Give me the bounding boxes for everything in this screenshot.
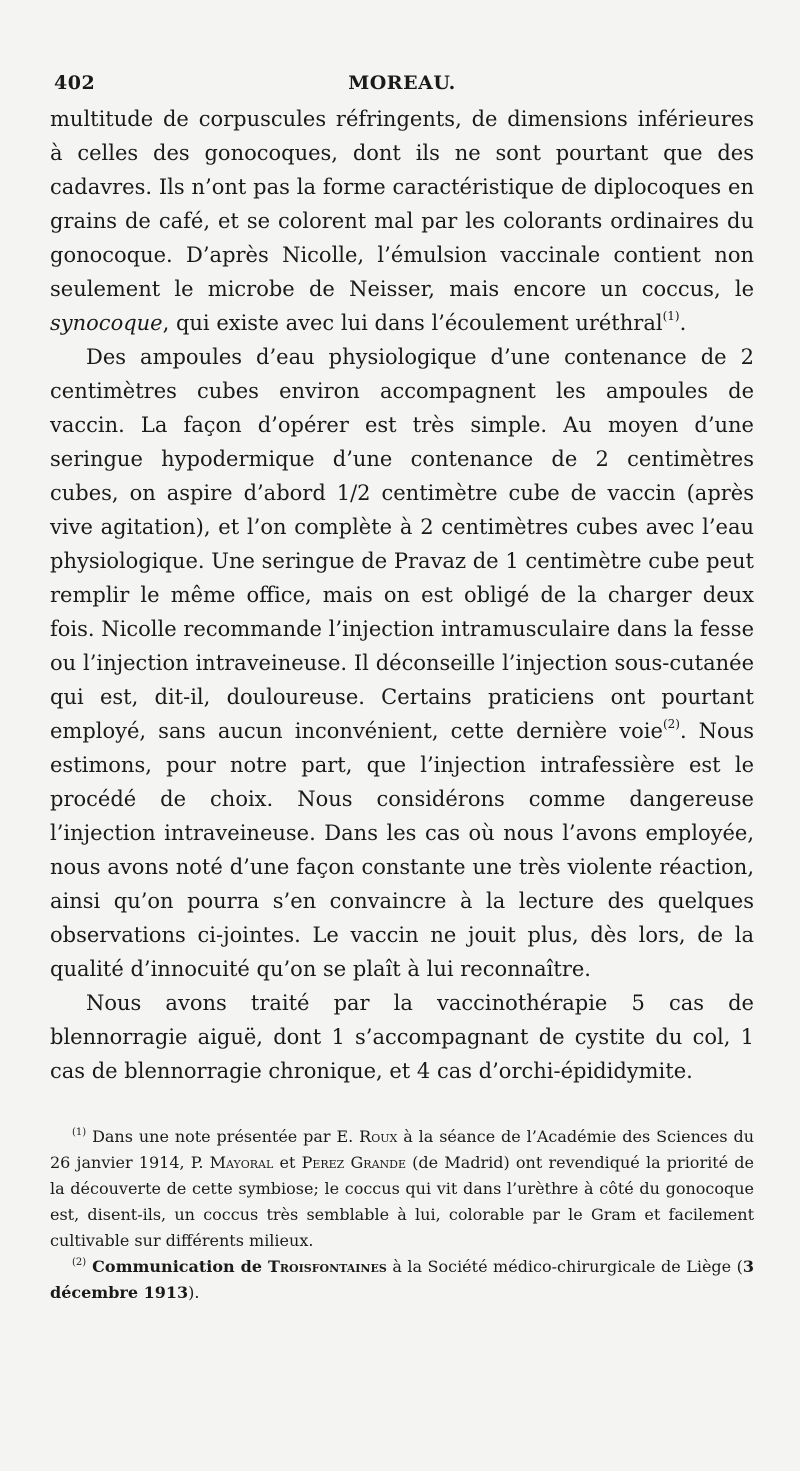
paragraph-2-text-a: Des ampoules d’eau physiologique d’une contenance de 2 centimètres cubes environ accompagnent les ampoules de vaccin. La façon d’opérer est très simple. Au moyen d’une seringue hypodermique d’une contenance de 2 centimètres cubes, on aspire d’abord 1/2 centimètre cube de vaccin (après vive agitation), et l’on complète à 2 centimètres cubes avec l’eau physiologique. Une seringue de Pravaz de 1 centimètre cube peut remplir le même office, mais on est obligé de la charger deux fois. Nicolle recommande l’injection intramusculaire dans la fesse ou l’injection intraveineuse. Il déconseille l’injection sous-cutanée qui est, dit-il, douloureuse. Certains praticiens ont pourtant employé, sans aucun inconvénient, cette dernière voie bbox=[50, 345, 754, 743]
body-text bbox=[50, 102, 754, 1088]
footnote-2-mark: (2) bbox=[72, 1257, 87, 1268]
author-roux: Roux bbox=[359, 1127, 398, 1146]
author-mayoral: Mayoral bbox=[209, 1153, 274, 1172]
synocoque-term: synocoque bbox=[50, 311, 163, 335]
footnotes bbox=[50, 1124, 754, 1306]
paragraph-2-text-b: . Nous estimons, pour notre part, que l’injection intrafessière est le procédé de choix. Nous considérons comme dangereuse l’injection intraveineuse. Dans les cas où nous l’avons employée, nous avons noté d’une façon constante une très violente réaction, ainsi qu’on pourra s’en convaincre à la lecture des quelques observations ci-jointes. Le vaccin ne jouit plus, dès lors, de la qualité d’innocuité qu’on se plaît à lui reconnaître. bbox=[50, 719, 755, 981]
paragraph-1-period: . bbox=[679, 311, 687, 335]
footnote-1-text-d: (de Madrid) ont revendiqué la priorité de la découverte de cette symbiose; le coccus qui vit dans l’urèthre à côté du gonocoque est, disent-ils, un coccus très semblable à lui, colorable par le Gram et facilement cultivable sur différents milieux. bbox=[50, 1153, 755, 1250]
footnote-2-text-b: à la Société médico-chirurgicale de Liège ( bbox=[386, 1257, 743, 1276]
footnote-ref-1[interactable]: (1) bbox=[662, 309, 680, 323]
author-perez-grande: Perez Grande bbox=[301, 1153, 406, 1172]
paragraph-2 bbox=[50, 340, 754, 986]
author-troisfontaines: Troisfontaines bbox=[268, 1257, 387, 1276]
paragraph-1 bbox=[50, 102, 754, 340]
footnote-ref-2[interactable]: (2) bbox=[662, 717, 680, 731]
footnote-2-text-c: ). bbox=[188, 1283, 200, 1302]
paragraph-1-text: à celles des gonocoques, dont ils ne sont pourtant que des cadavres. Ils n’ont pas la forme caractéristique de diplocoques en grains de café, et se colorent mal par les colorants ordinaires du gonocoque. D’après Nicolle, l’émulsion vaccinale contient non seulement le microbe de Neisser, mais encore un coccus, le bbox=[50, 141, 754, 301]
footnote-1-text-c: et bbox=[273, 1153, 302, 1172]
footnote-1-text-a: Dans une note présentée par E. bbox=[86, 1127, 360, 1146]
paragraph-3: Nous avons traité par la vaccinothérapie 5 cas de blennorragie aiguë, dont 1 s’accompagnant de cystite du col, 1 cas de blennorragie chronique, et 4 cas d’orchi-épididymite. bbox=[50, 991, 754, 1083]
running-title: MOREAU. bbox=[348, 72, 456, 94]
footnote-1-text-b: à la séance de l’Académie des Sciences du 26 janvier 1914, P. bbox=[50, 1127, 754, 1172]
page-number: 402 bbox=[54, 72, 96, 94]
running-head bbox=[50, 66, 754, 98]
footnote-1-mark: (1) bbox=[72, 1127, 87, 1138]
footnote-2-date: 3 décembre 1913 bbox=[50, 1257, 755, 1302]
paragraph-1-first-line: multitude de corpuscules réfringents, de dimensions inférieures bbox=[50, 107, 754, 131]
footnote-2-text-a: Communication de bbox=[86, 1257, 268, 1276]
footnote-2 bbox=[50, 1254, 754, 1306]
paragraph-1-end: , qui existe avec lui dans l’écoulement uréthral bbox=[162, 311, 663, 335]
footnote-1 bbox=[50, 1124, 754, 1254]
